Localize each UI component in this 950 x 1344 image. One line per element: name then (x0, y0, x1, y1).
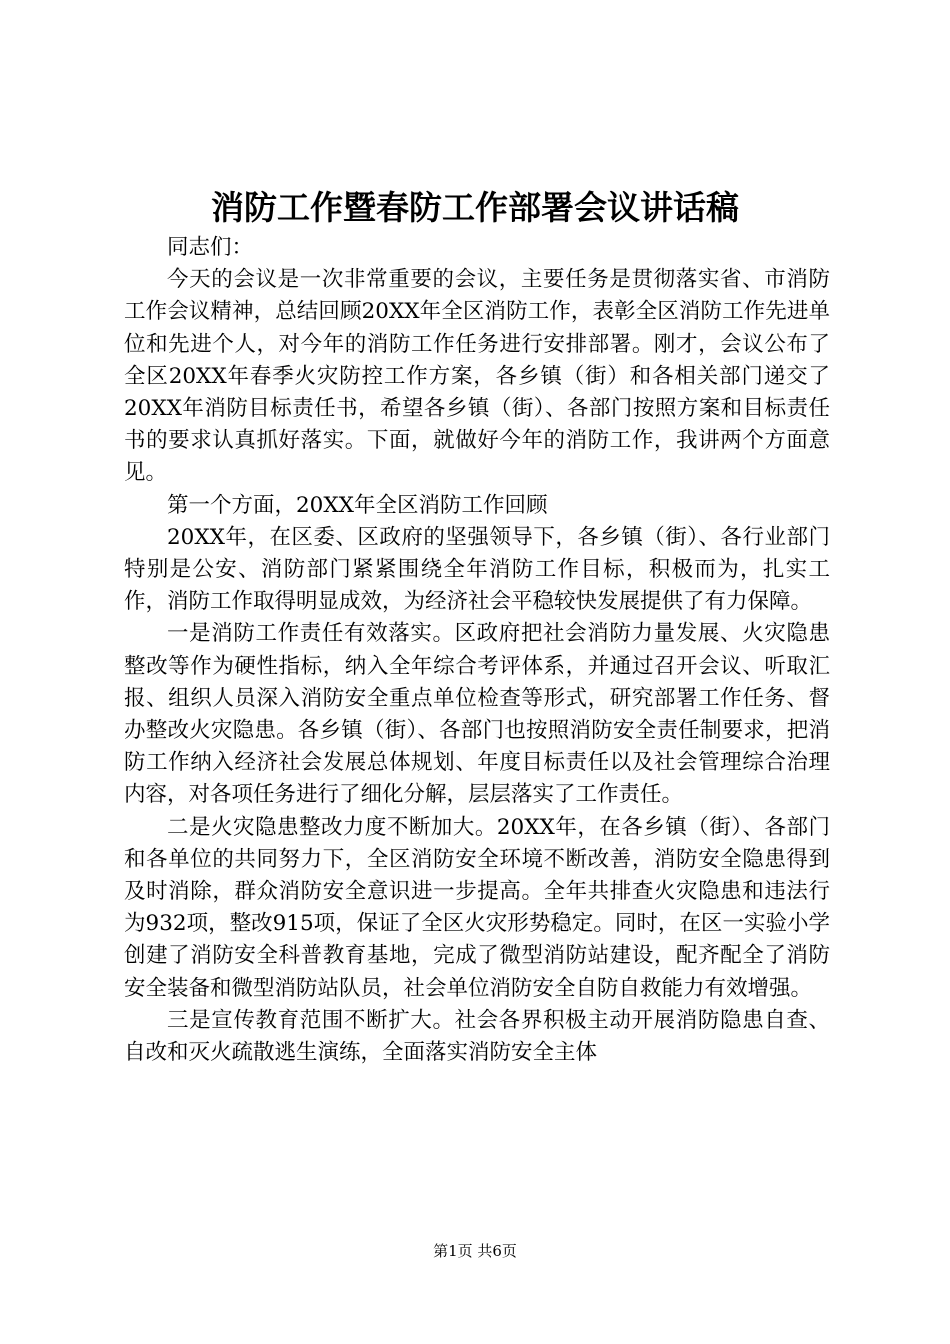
paragraph: 三是宣传教育范围不断扩大。社会各界积极主动开展消防隐患自查、自改和灭火疏散逃生演练，全面落实消防安全主体 (124, 1007, 830, 1066)
document-title: 消防工作暨春防工作部署会议讲话稿 (211, 188, 739, 227)
paragraph: 一是消防工作责任有效落实。区政府把社会消防力量发展、火灾隐患整改等作为硬性指标，纳入全年综合考评体系，并通过召开会议、听取汇报、组织人员深入消防安全重点单位检查等形式，研究部署工作任务、督办整改火灾隐患。各乡镇（街）、各部门也按照消防安全责任制要求，把消防工作纳入经济社会发展总体规划、年度目标责任以及社会管理综合治理内容，对各项任务进行了细化分解，层层落实了工作责任。 (124, 621, 830, 808)
paragraph: 20XX年，在区委、区政府的坚强领导下，各乡镇（街）、各行业部门特别是公安、消防部门紧紧围绕全年消防工作目标，积极而为，扎实工作，消防工作取得明显成效，为经济社会平稳较快发展提供了有力保障。 (124, 524, 830, 615)
paragraph: 二是火灾隐患整改力度不断加大。20XX年，在各乡镇（街）、各部门和各单位的共同努力下，全区消防安全环境不断改善，消防安全隐患得到及时消除，群众消防安全意识进一步提高。全年共排查火灾隐患和违法行为932项，整改915项，保证了全区火灾形势稳定。同时，在区一实验小学创建了消防安全科普教育基地，完成了微型消防站建设，配齐配全了消防安全装备和微型消防站队员，社会单位消防安全自防自救能力有效增强。 (124, 814, 830, 1001)
section-heading: 第一个方面，20XX年全区消防工作回顾 (167, 492, 548, 518)
paragraph: 今天的会议是一次非常重要的会议，主要任务是贯彻落实省、市消防工作会议精神，总结回顾20XX年全区消防工作，表彰全区消防工作先进单位和先进个人，对今年的消防工作任务进行安排部署。刚才，会议公布了全区20XX年春季火灾防控工作方案，各乡镇（街）和各相关部门递交了20XX年消防目标责任书，希望各乡镇（街）、各部门按照方案和目标责任书的要求认真抓好落实。下面，就做好今年的消防工作，我讲两个方面意见。 (124, 267, 830, 486)
paragraph-salutation: 同志们： (167, 235, 254, 260)
page-number-footer: 第1页 共6页 (433, 1242, 517, 1260)
document-body (124, 232, 830, 1069)
